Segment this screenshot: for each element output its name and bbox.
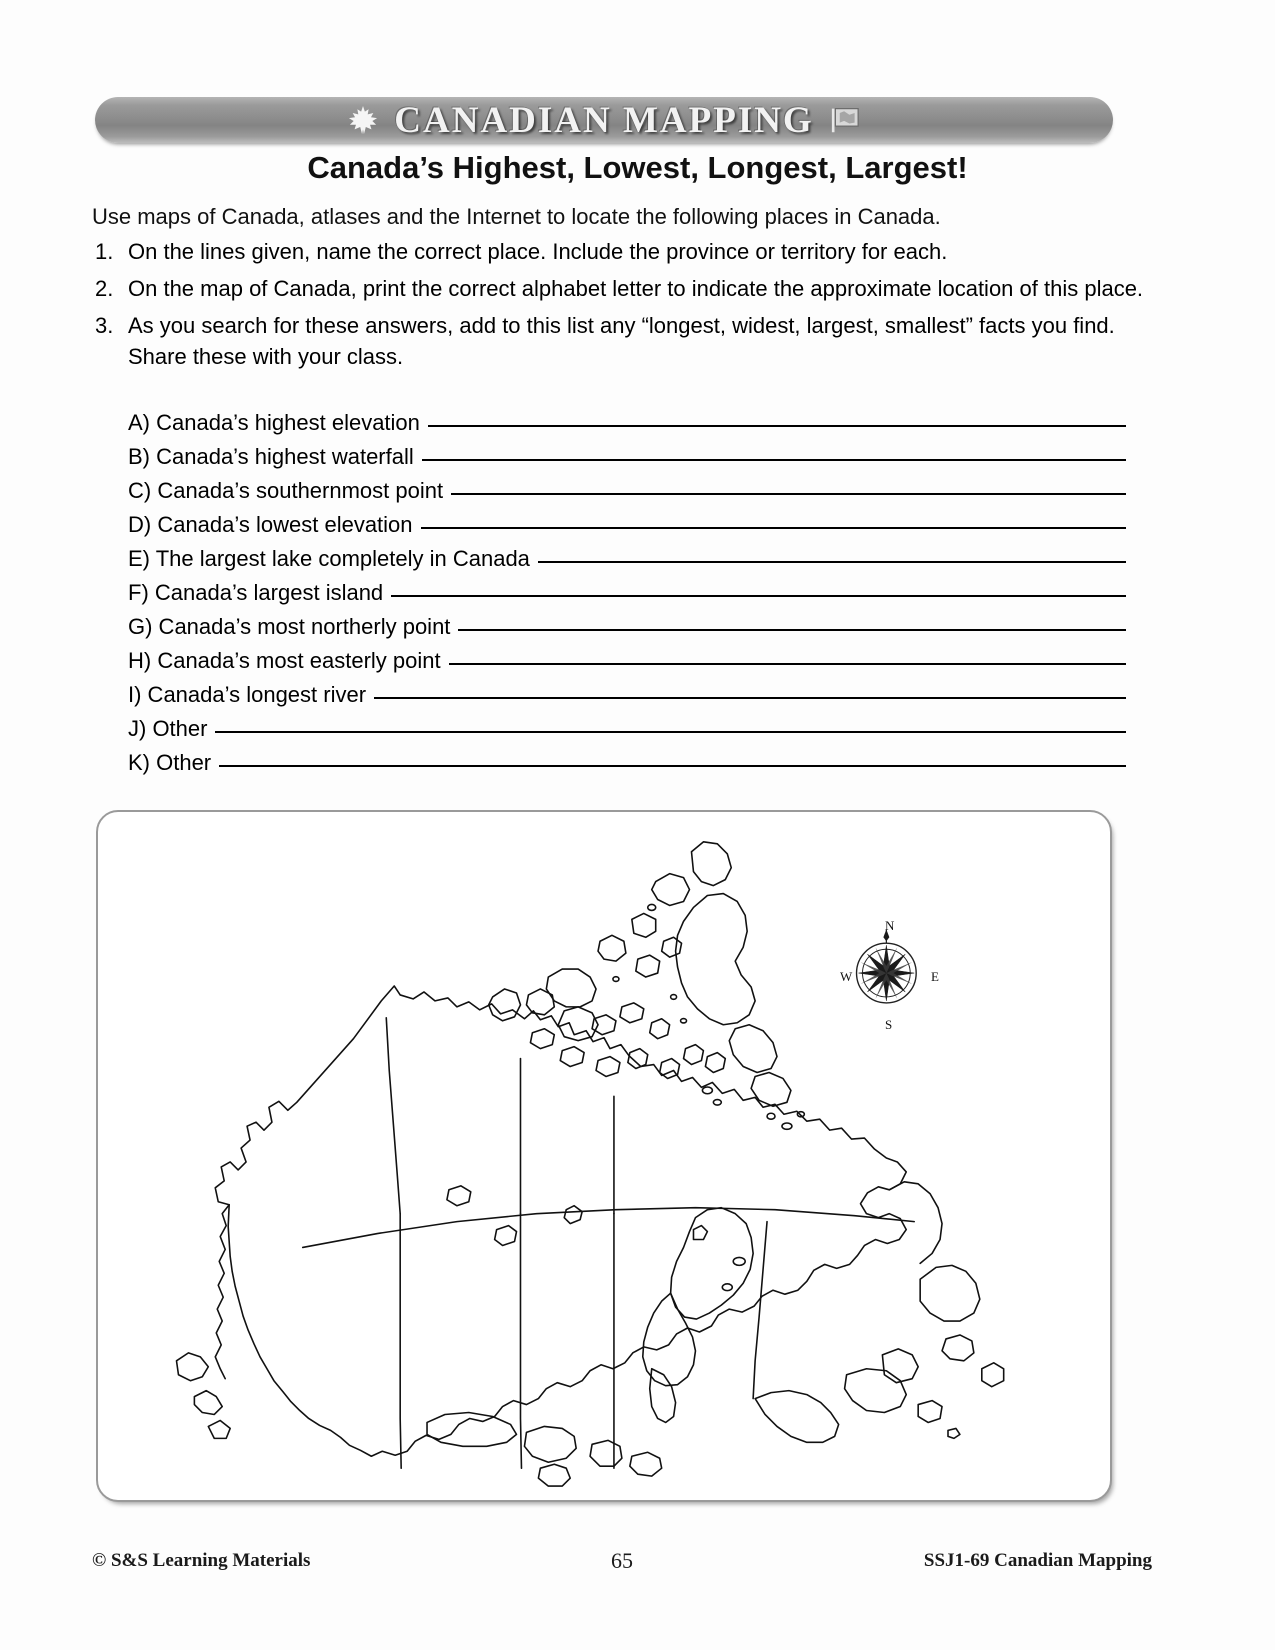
answer-blank-label: I) Canada’s longest river	[128, 682, 367, 707]
answer-blank-row-j	[128, 714, 1126, 748]
banner-content	[95, 97, 1113, 143]
compass-label-south: S	[885, 1017, 893, 1032]
answer-blank-line-j[interactable]	[215, 711, 1126, 733]
answer-blank-label: D) Canada’s lowest elevation	[128, 512, 413, 537]
footer-page-number: 65	[611, 1548, 633, 1573]
compass-label-north: N	[885, 918, 895, 933]
answer-blank-line-b[interactable]	[422, 439, 1126, 461]
answer-blank-row-g	[128, 612, 1126, 646]
footer-code: SSJ1-69 Canadian Mapping	[923, 1550, 1152, 1571]
answer-blank-row-d	[128, 510, 1126, 544]
answer-blank-row-i	[128, 680, 1126, 714]
instruction-item	[92, 273, 1152, 304]
answer-blank-label: H) Canada’s most easterly point	[128, 648, 441, 673]
instruction-number: 3.	[95, 313, 114, 338]
answer-blank-label: B) Canada’s highest waterfall	[128, 444, 414, 469]
answer-blank-label: C) Canada’s southernmost point	[128, 478, 444, 503]
answer-blank-line-a[interactable]	[428, 405, 1126, 427]
answer-blank-line-c[interactable]	[451, 473, 1126, 495]
answer-blank-label: K) Other	[128, 750, 212, 775]
instruction-number: 1.	[95, 239, 114, 264]
answer-blank-line-i[interactable]	[374, 677, 1126, 699]
banner-title: CANADIAN MAPPING	[394, 99, 814, 141]
answer-blank-label: E) The largest lake completely in Canada	[128, 546, 530, 571]
footer-copyright: © S&S Learning Materials	[92, 1550, 311, 1571]
answer-blank-row-a	[128, 408, 1126, 442]
answer-blank-row-b	[128, 442, 1126, 476]
answer-blank-list	[128, 408, 1126, 782]
maple-leaf-icon	[348, 105, 378, 135]
answer-blank-label: G) Canada’s most northerly point	[128, 614, 451, 639]
intro-text: Use maps of Canada, atlases and the Internet to locate the following places in Canada.	[92, 204, 941, 229]
instruction-text: As you search for these answers, add to this list any “longest, widest, largest, smallest” facts you find. Share these with your class.	[128, 313, 1115, 369]
answer-blank-line-k[interactable]	[219, 745, 1126, 767]
instruction-item	[92, 310, 1152, 372]
instruction-text: On the lines given, name the correct place. Include the province or territory for each.	[128, 239, 948, 264]
answer-blank-label: A) Canada’s highest elevation	[128, 410, 420, 435]
canada-outline-map[interactable]	[98, 812, 1110, 1500]
compass-label-east: E	[931, 969, 939, 984]
map-frame[interactable]	[96, 810, 1112, 1502]
compass-label-west: W	[840, 969, 853, 984]
answer-blank-label: F) Canada’s largest island	[128, 580, 384, 605]
compass-rose	[857, 929, 917, 1003]
answer-blank-line-f[interactable]	[391, 575, 1126, 597]
instruction-number: 2.	[95, 276, 114, 301]
answer-blank-row-e	[128, 544, 1126, 578]
flag-map-icon	[830, 106, 860, 134]
answer-blank-row-f	[128, 578, 1126, 612]
instruction-text: On the map of Canada, print the correct alphabet letter to indicate the approximate location of this place.	[128, 276, 1144, 301]
instruction-list	[92, 236, 1152, 378]
answer-blank-row-c	[128, 476, 1126, 510]
answer-blank-label: J) Other	[128, 716, 208, 741]
header-banner	[95, 97, 1113, 143]
answer-blank-row-k	[128, 748, 1126, 782]
answer-blank-line-d[interactable]	[421, 507, 1126, 529]
answer-blank-line-h[interactable]	[449, 643, 1126, 665]
answer-blank-line-g[interactable]	[458, 609, 1126, 631]
answer-blank-row-h	[128, 646, 1126, 680]
answer-blank-line-e[interactable]	[538, 541, 1126, 563]
instruction-item	[92, 236, 1152, 267]
page-title: Canada’s Highest, Lowest, Longest, Largest!	[307, 150, 968, 185]
page-footer	[92, 1548, 1152, 1574]
